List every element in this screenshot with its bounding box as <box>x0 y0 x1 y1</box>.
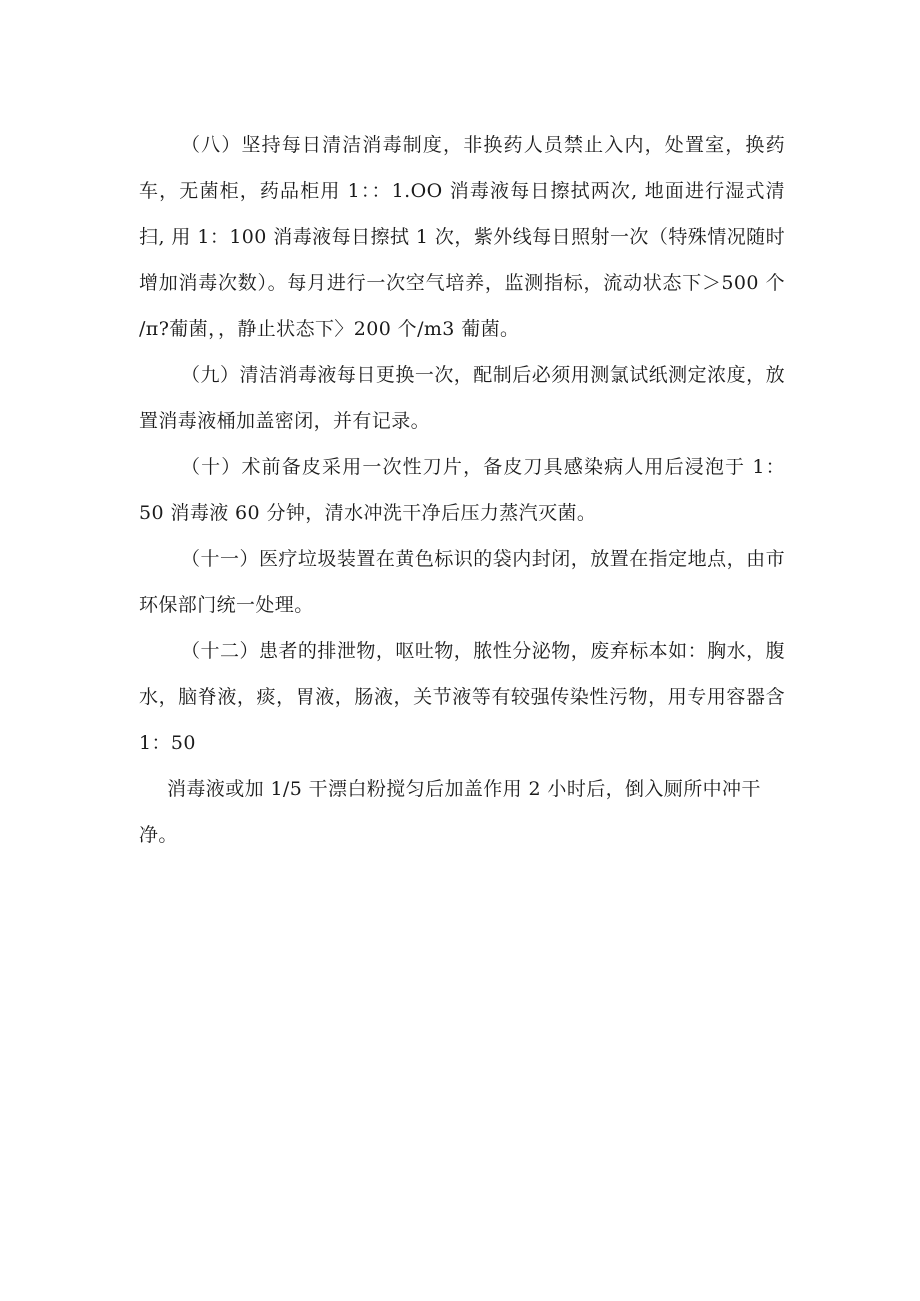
paragraph-eight: （八）坚持每日清洁消毒制度，非换药人员禁止入内，处置室，换药车，无菌柜，药品柜用 1：：1.OO 消毒液每日擦拭两次, 地面进行湿式清扫, 用 1：100 消毒液每日擦拭 1 次，紫外线每日照射一次（特殊情况随时增加消毒次数）。每月进行一次空气培养，监测指标，流动状态下＞500 个∕π?葡菌，，静止状态下〉200 个/m3 葡菌。 <box>139 134 785 340</box>
paragraph-eleven: （十一）医疗垃圾装置在黄色标识的袋内封闭，放置在指定地点，由市环保部门统一处理。 <box>139 548 785 616</box>
document-body <box>139 122 785 858</box>
paragraph-twelve: （十二）患者的排泄物，呕吐物，脓性分泌物，废弃标本如：胸水，腹水，脑脊液，痰，胃液，肠液，关节液等有较强传染性污物，用专用容器含 1：50 <box>139 640 785 754</box>
paragraph-ten: （十）术前备皮采用一次性刀片，备皮刀具感染病人用后浸泡于 1：50 消毒液 60 分钟，清水冲洗干净后压力蒸汽灭菌。 <box>139 456 785 524</box>
paragraph-twelve-continued: 消毒液或加 1/5 干漂白粉搅匀后加盖作用 2 小时后，倒入厕所中冲干净。 <box>139 778 761 846</box>
paragraph-nine: （九）清洁消毒液每日更换一次，配制后必须用测氯试纸测定浓度，放置消毒液桶加盖密闭，并有记录。 <box>139 364 785 432</box>
